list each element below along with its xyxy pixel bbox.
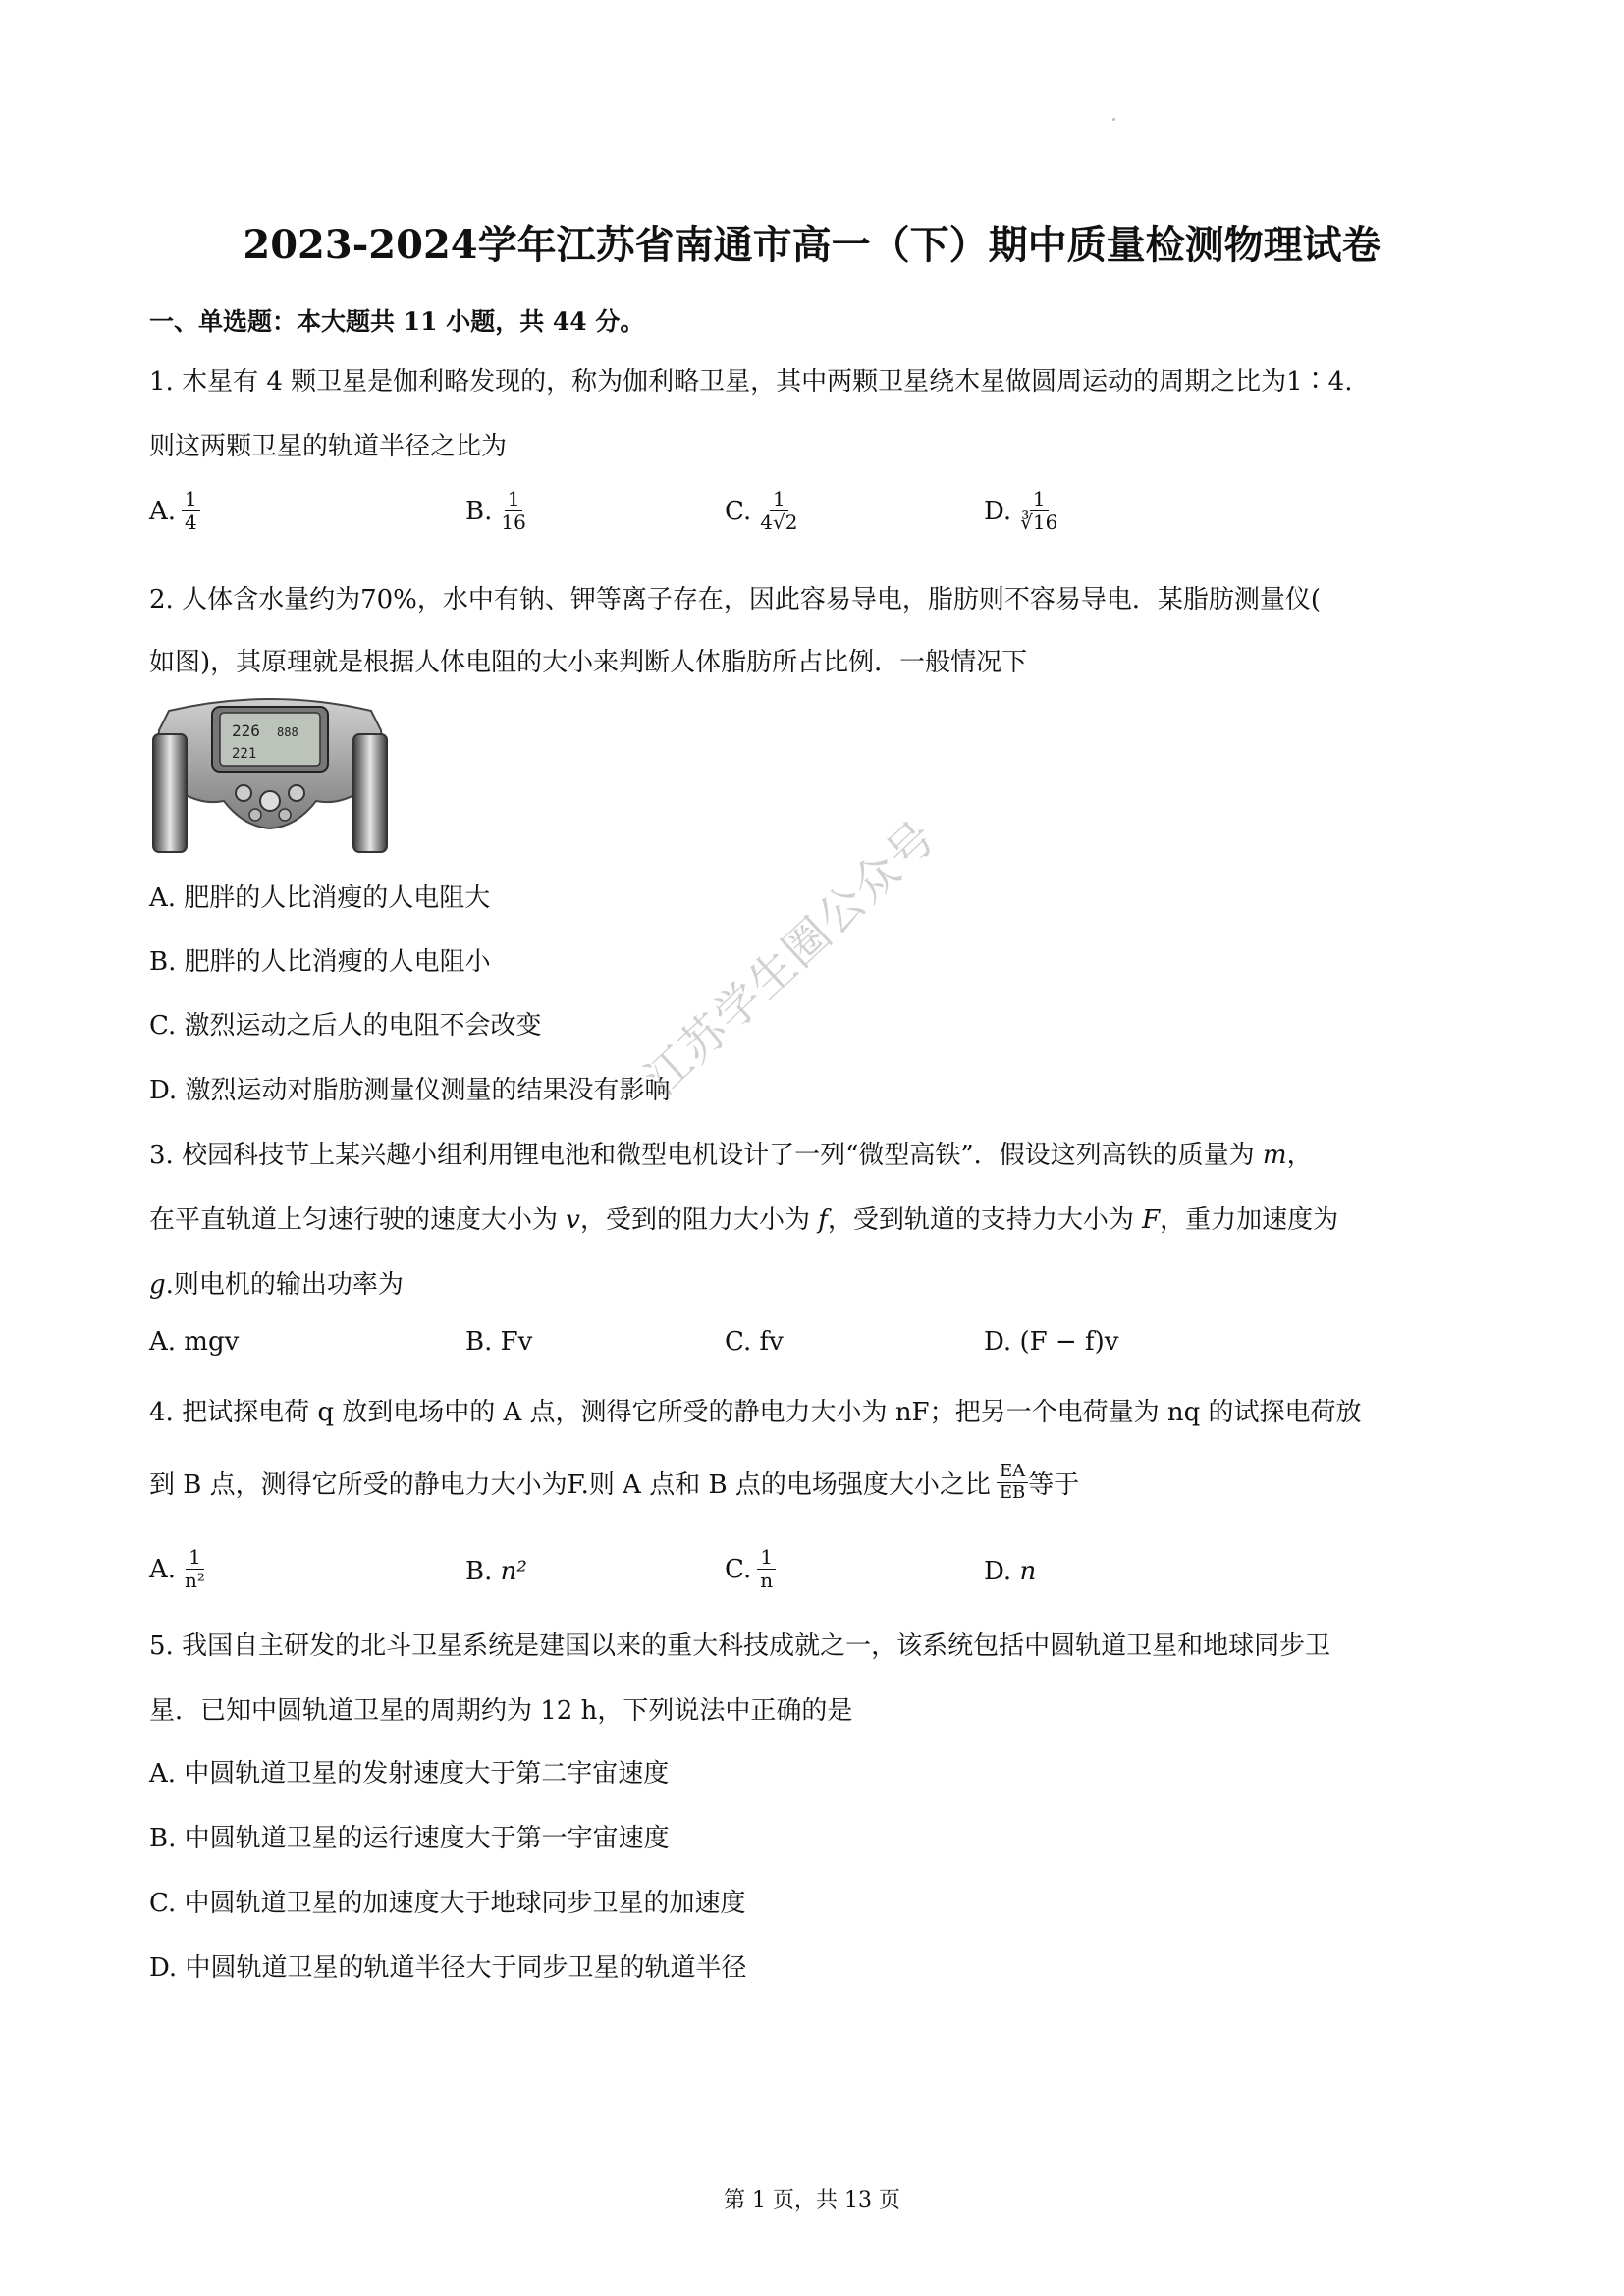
q2-line2: 如图)，其原理就是根据人体电阻的大小来判断人体脂肪所占比例．一般情况下 bbox=[149, 648, 1028, 677]
q5-line1: 5. 我国自主研发的北斗卫星系统是建国以来的重大科技成就之一，该系统包括中圆轨道卫星和地球同步卫 bbox=[149, 1631, 1331, 1661]
q1-option-d: D. $\frac{1}{∛16}$ bbox=[984, 489, 1060, 533]
q3-options bbox=[149, 1327, 1485, 1386]
q2-option-c: C. 激烈运动之后人的电阻不会改变 bbox=[149, 1011, 542, 1041]
page-footer: 第 1 页，共 13 页 bbox=[724, 2188, 900, 2213]
q2-option-b: B. 肥胖的人比消瘦的人电阻小 bbox=[149, 947, 491, 977]
q1-line1: 1. 木星有 4 颗卫星是伽利略发现的，称为伽利略卫星，其中两颗卫星绕木星做圆周运动的周期之比为1∶4. bbox=[149, 367, 1353, 397]
q4-option-a: A. $\frac{1}{\text{n²}}$ bbox=[149, 1547, 208, 1591]
q4-option-d: D. n bbox=[984, 1557, 1037, 1586]
scan-speck bbox=[1112, 118, 1115, 121]
q5-option-c: C. 中圆轨道卫星的加速度大于地球同步卫星的加速度 bbox=[149, 1889, 746, 1918]
q4-line1: 4. 把试探电荷 q 放到电场中的 A 点，测得它所受的静电力大小为 nF；把另一个电荷量为 nq 的试探电荷放 bbox=[149, 1398, 1362, 1427]
fraction: $\frac{1}{n}$ bbox=[757, 1547, 776, 1591]
q4-option-b: B. n² bbox=[465, 1557, 527, 1586]
fraction: $\frac{1}{16}$ bbox=[501, 487, 526, 534]
fat-meter-image bbox=[149, 691, 391, 856]
watermark-text: 江苏学生圈公众号 bbox=[634, 809, 947, 1106]
q4-option-c: C. $\frac{1}{n}$ bbox=[725, 1547, 776, 1591]
page-title: 2023-2024学年江苏省南通市高一（下）期中质量检测物理试卷 bbox=[243, 222, 1381, 268]
q3-option-a: A. mgv bbox=[149, 1327, 240, 1357]
q2-line1: 2. 人体含水量约为70%，水中有钠、钾等离子存在，因此容易导电，脂肪则不容易导电．某脂肪测量仪( bbox=[149, 585, 1322, 614]
q3-line1: 3. 校园科技节上某兴趣小组利用锂电池和微型电机设计了一列“微型高铁”．假设这列高铁的质量为 m， bbox=[149, 1141, 1313, 1170]
q5-option-d: D. 中圆轨道卫星的轨道半径大于同步卫星的轨道半径 bbox=[149, 1953, 747, 1983]
fraction: $\frac{1}{\text{n²}}$ bbox=[185, 1545, 205, 1592]
q4-options bbox=[149, 1547, 1485, 1606]
svg-text:221: 221 bbox=[232, 746, 257, 762]
q5-option-b: B. 中圆轨道卫星的运行速度大于第一宇宙速度 bbox=[149, 1824, 670, 1853]
q1-option-a: A. $\frac{1}{4}$ bbox=[149, 489, 200, 533]
q1-line2: 则这两颗卫星的轨道半径之比为 bbox=[149, 432, 508, 461]
q2-option-d: D. 激烈运动对脂肪测量仪测量的结果没有影响 bbox=[149, 1076, 671, 1105]
fraction: $\frac{1}{4}$ bbox=[182, 489, 200, 533]
q2-option-a: A. 肥胖的人比消瘦的人电阻大 bbox=[149, 883, 491, 913]
q5-option-a: A. 中圆轨道卫星的发射速度大于第二宇宙速度 bbox=[149, 1759, 670, 1789]
section-heading: 一、单选题：本大题共 11 小题，共 44 分。 bbox=[149, 307, 645, 336]
q5-line2: 星．已知中圆轨道卫星的周期约为 12 h，下列说法中正确的是 bbox=[149, 1696, 853, 1726]
q1-option-c: C. $\frac{1}{4√2}$ bbox=[725, 489, 800, 533]
fraction: $\frac{1}{4√2}$ bbox=[760, 487, 798, 534]
q4-line2: 到 B 点，测得它所受的静电力大小为F.则 A 点和 B 点的电场强度大小之比 $\frac{EA}{EB}$ 等于 bbox=[149, 1461, 1080, 1503]
ratio-fraction: $\frac{EA}{EB}$ bbox=[997, 1463, 1028, 1503]
q3-option-c: C. fv bbox=[725, 1327, 784, 1357]
svg-text:888: 888 bbox=[277, 725, 298, 739]
q3-option-d: D. (F − f)v bbox=[984, 1327, 1119, 1357]
q3-line3: g.则电机的输出功率为 bbox=[149, 1270, 404, 1300]
svg-text:226: 226 bbox=[232, 721, 260, 740]
q1-option-b: B. $\frac{1}{16}$ bbox=[465, 489, 529, 533]
q1-options bbox=[149, 489, 1485, 548]
q3-option-b: B. Fv bbox=[465, 1327, 533, 1357]
q3-line2: 在平直轨道上匀速行驶的速度大小为 v，受到的阻力大小为 f，受到轨道的支持力大小为 F，重力加速度为 bbox=[149, 1205, 1339, 1235]
fraction: $\frac{1}{∛16}$ bbox=[1020, 487, 1058, 534]
